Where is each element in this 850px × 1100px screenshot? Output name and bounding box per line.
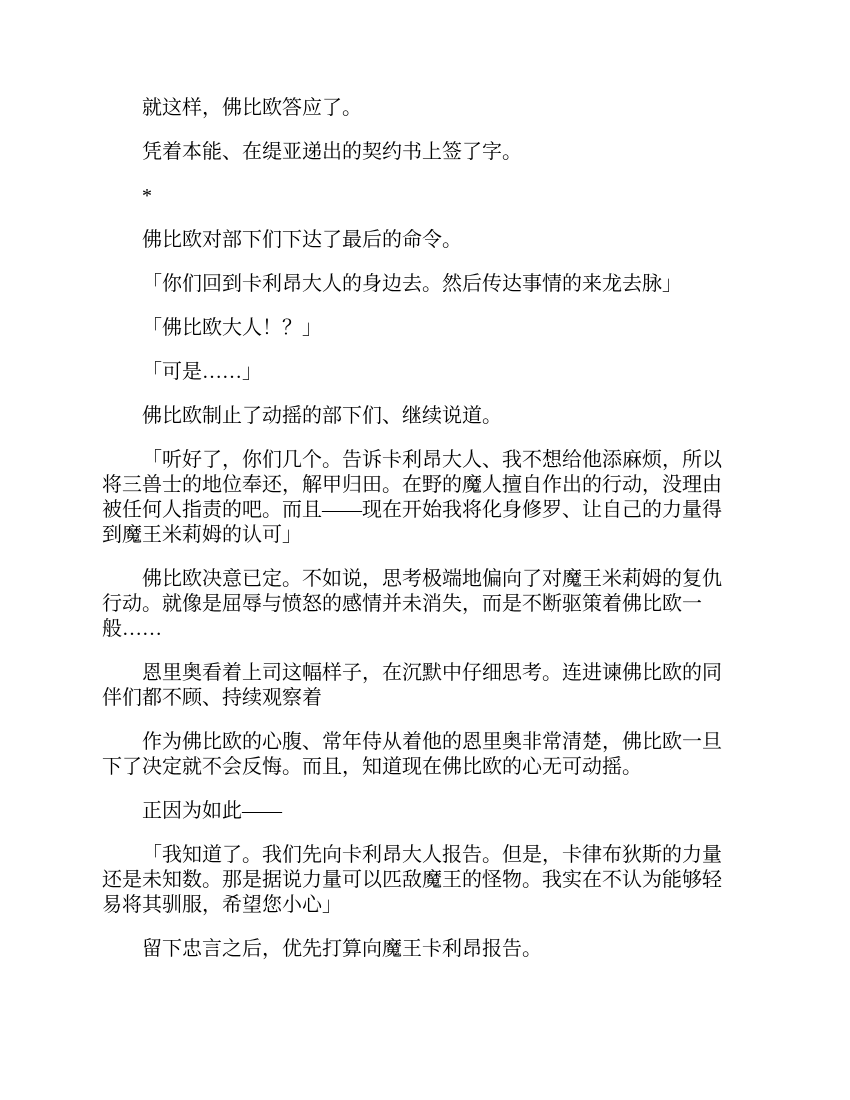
paragraph: 佛比欧制止了动摇的部下们、继续说道。 [142,405,502,427]
paragraph-dialogue: 「可是……」 [142,361,262,383]
paragraph-dialogue: 「你们回到卡利昂大人的身边去。然后传达事情的来龙去脉」 [142,273,682,295]
paragraph: 佛比欧决意已定。不如说，思考极端地偏向了对魔王米莉姆的复仇行动。就像是屈辱与愤怒的感情并未消失，而是不断驱策着佛比欧一般…… [102,568,722,640]
paragraph: 恩里奥看着上司这幅样子，在沉默中仔细思考。连进谏佛比欧的同伴们都不顾、持续观察着 [102,662,722,709]
paragraph: 作为佛比欧的心腹、常年侍从着他的恩里奥非常清楚，佛比欧一旦下了决定就不会反悔。而且，知道现在佛比欧的心无可动摇。 [102,731,722,778]
paragraph-dialogue: 「听好了，你们几个。告诉卡利昂大人、我不想给他添麻烦，所以将三兽士的地位奉还，解甲归田。在野的魔人擅自作出的行动，没理由被任何人指责的吧。而且——现在开始我将化身修罗、让自己的力量得到魔王米莉姆的认可」 [102,449,722,546]
paragraph-dialogue: 「佛比欧大人！？」 [142,317,322,339]
paragraph: 正因为如此—— [142,800,282,822]
section-separator: * [142,185,152,207]
paragraph: 留下忠言之后，优先打算向魔王卡利昂报告。 [142,938,542,960]
paragraph-dialogue: 「我知道了。我们先向卡利昂大人报告。但是，卡律布狄斯的力量还是未知数。那是据说力量可以匹敌魔王的怪物。我实在不认为能够轻易将其驯服，希望您小心」 [102,844,722,916]
paragraph: 凭着本能、在缇亚递出的契约书上签了字。 [142,141,522,163]
paragraph: 就这样，佛比欧答应了。 [142,97,362,119]
paragraph: 佛比欧对部下们下达了最后的命令。 [142,229,462,251]
